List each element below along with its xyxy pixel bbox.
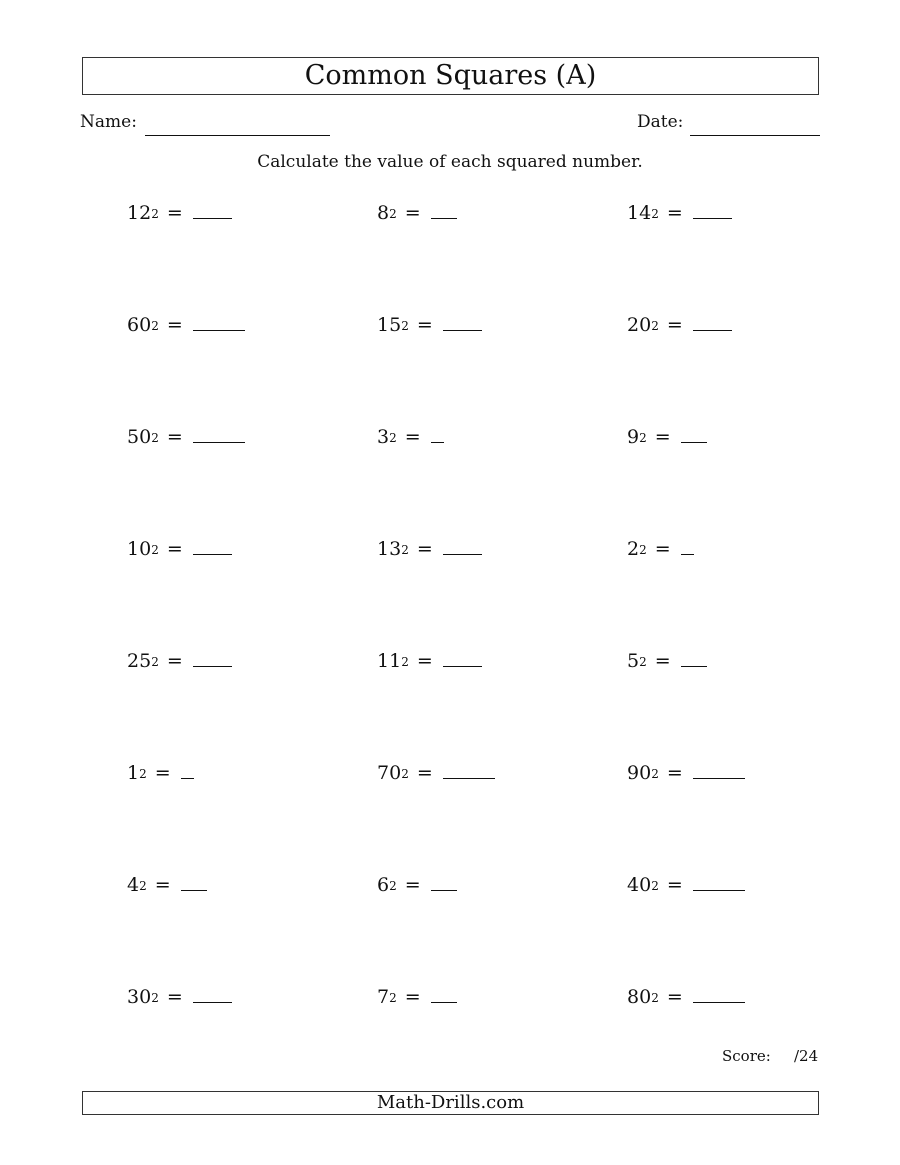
problem-item: 50 $^2$ = <box>127 424 245 448</box>
problem-item: 6 $^2$ = <box>377 872 457 896</box>
problem-base: 50 <box>127 426 152 448</box>
problem-item: 9 $^2$ = <box>627 424 707 448</box>
answer-blank[interactable] <box>693 872 745 891</box>
problem-base: 2 <box>627 538 640 560</box>
answer-blank[interactable] <box>193 424 245 443</box>
date-label: Date: <box>637 112 684 132</box>
problem-base: 14 <box>627 202 652 224</box>
problem-item: 60 $^2$ = <box>127 312 245 336</box>
answer-blank[interactable] <box>693 200 732 219</box>
equals-sign: = <box>154 874 171 896</box>
equals-sign: = <box>666 874 683 896</box>
equals-sign: = <box>654 538 671 560</box>
problem-base: 30 <box>127 986 152 1008</box>
answer-blank[interactable] <box>181 760 194 779</box>
problem-item: 15 $^2$ = <box>377 312 482 336</box>
problem-base: 6 <box>377 874 390 896</box>
problem-item: 90 $^2$ = <box>627 760 745 784</box>
worksheet-title: Common Squares (A) <box>82 57 819 95</box>
name-field[interactable] <box>145 135 330 136</box>
problem-item: 12 $^2$ = <box>127 200 232 224</box>
problem-base: 25 <box>127 650 152 672</box>
answer-blank[interactable] <box>443 760 495 779</box>
problem-item: 3 $^2$ = <box>377 424 444 448</box>
problem-base: 10 <box>127 538 152 560</box>
equals-sign: = <box>166 314 183 336</box>
score-label: Score: <box>722 1047 771 1065</box>
problem-item: 1 $^2$ = <box>127 760 194 784</box>
answer-blank[interactable] <box>443 648 482 667</box>
date-field[interactable] <box>690 135 820 136</box>
problem-item: 13 $^2$ = <box>377 536 482 560</box>
problem-base: 4 <box>127 874 140 896</box>
answer-blank[interactable] <box>193 312 245 331</box>
problem-base: 15 <box>377 314 402 336</box>
problem-base: 40 <box>627 874 652 896</box>
equals-sign: = <box>654 426 671 448</box>
answer-blank[interactable] <box>193 536 232 555</box>
equals-sign: = <box>404 986 421 1008</box>
equals-sign: = <box>154 762 171 784</box>
answer-blank[interactable] <box>193 200 232 219</box>
problem-item: 80 $^2$ = <box>627 984 745 1008</box>
problem-item: 11 $^2$ = <box>377 648 482 672</box>
problem-base: 20 <box>627 314 652 336</box>
answer-blank[interactable] <box>681 424 707 443</box>
equals-sign: = <box>654 650 671 672</box>
score-total: /24 <box>794 1047 819 1065</box>
equals-sign: = <box>166 650 183 672</box>
equals-sign: = <box>666 986 683 1008</box>
answer-blank[interactable] <box>181 872 207 891</box>
equals-sign: = <box>666 762 683 784</box>
answer-blank[interactable] <box>681 648 707 667</box>
instructions: Calculate the value of each squared number. <box>257 152 643 172</box>
problem-base: 1 <box>127 762 140 784</box>
problem-base: 80 <box>627 986 652 1008</box>
problem-base: 12 <box>127 202 152 224</box>
equals-sign: = <box>166 426 183 448</box>
problem-base: 8 <box>377 202 390 224</box>
answer-blank[interactable] <box>193 648 232 667</box>
answer-blank[interactable] <box>681 536 694 555</box>
equals-sign: = <box>404 426 421 448</box>
equals-sign: = <box>166 538 183 560</box>
equals-sign: = <box>666 314 683 336</box>
problem-item: 20 $^2$ = <box>627 312 732 336</box>
problem-base: 11 <box>377 650 402 672</box>
problem-item: 70 $^2$ = <box>377 760 495 784</box>
problem-base: 13 <box>377 538 402 560</box>
answer-blank[interactable] <box>193 984 232 1003</box>
answer-blank[interactable] <box>431 200 457 219</box>
problem-base: 60 <box>127 314 152 336</box>
problem-item: 25 $^2$ = <box>127 648 232 672</box>
equals-sign: = <box>404 202 421 224</box>
equals-sign: = <box>666 202 683 224</box>
equals-sign: = <box>416 538 433 560</box>
problem-item: 5 $^2$ = <box>627 648 707 672</box>
answer-blank[interactable] <box>443 312 482 331</box>
problem-item: 4 $^2$ = <box>127 872 207 896</box>
footer-site: Math-Drills.com <box>82 1091 819 1115</box>
problem-item: 40 $^2$ = <box>627 872 745 896</box>
answer-blank[interactable] <box>431 872 457 891</box>
problem-base: 70 <box>377 762 402 784</box>
answer-blank[interactable] <box>431 424 444 443</box>
equals-sign: = <box>416 762 433 784</box>
problem-item: 14 $^2$ = <box>627 200 732 224</box>
equals-sign: = <box>404 874 421 896</box>
equals-sign: = <box>166 986 183 1008</box>
problem-item: 30 $^2$ = <box>127 984 232 1008</box>
name-label: Name: <box>80 112 137 132</box>
problem-base: 5 <box>627 650 640 672</box>
equals-sign: = <box>416 314 433 336</box>
answer-blank[interactable] <box>443 536 482 555</box>
equals-sign: = <box>416 650 433 672</box>
problem-base: 3 <box>377 426 390 448</box>
answer-blank[interactable] <box>693 312 732 331</box>
answer-blank[interactable] <box>693 760 745 779</box>
equals-sign: = <box>166 202 183 224</box>
problem-base: 7 <box>377 986 390 1008</box>
problem-base: 9 <box>627 426 640 448</box>
answer-blank[interactable] <box>431 984 457 1003</box>
problem-item: 7 $^2$ = <box>377 984 457 1008</box>
problem-item: 10 $^2$ = <box>127 536 232 560</box>
problem-item: 8 $^2$ = <box>377 200 457 224</box>
answer-blank[interactable] <box>693 984 745 1003</box>
problem-base: 90 <box>627 762 652 784</box>
problem-item: 2 $^2$ = <box>627 536 694 560</box>
